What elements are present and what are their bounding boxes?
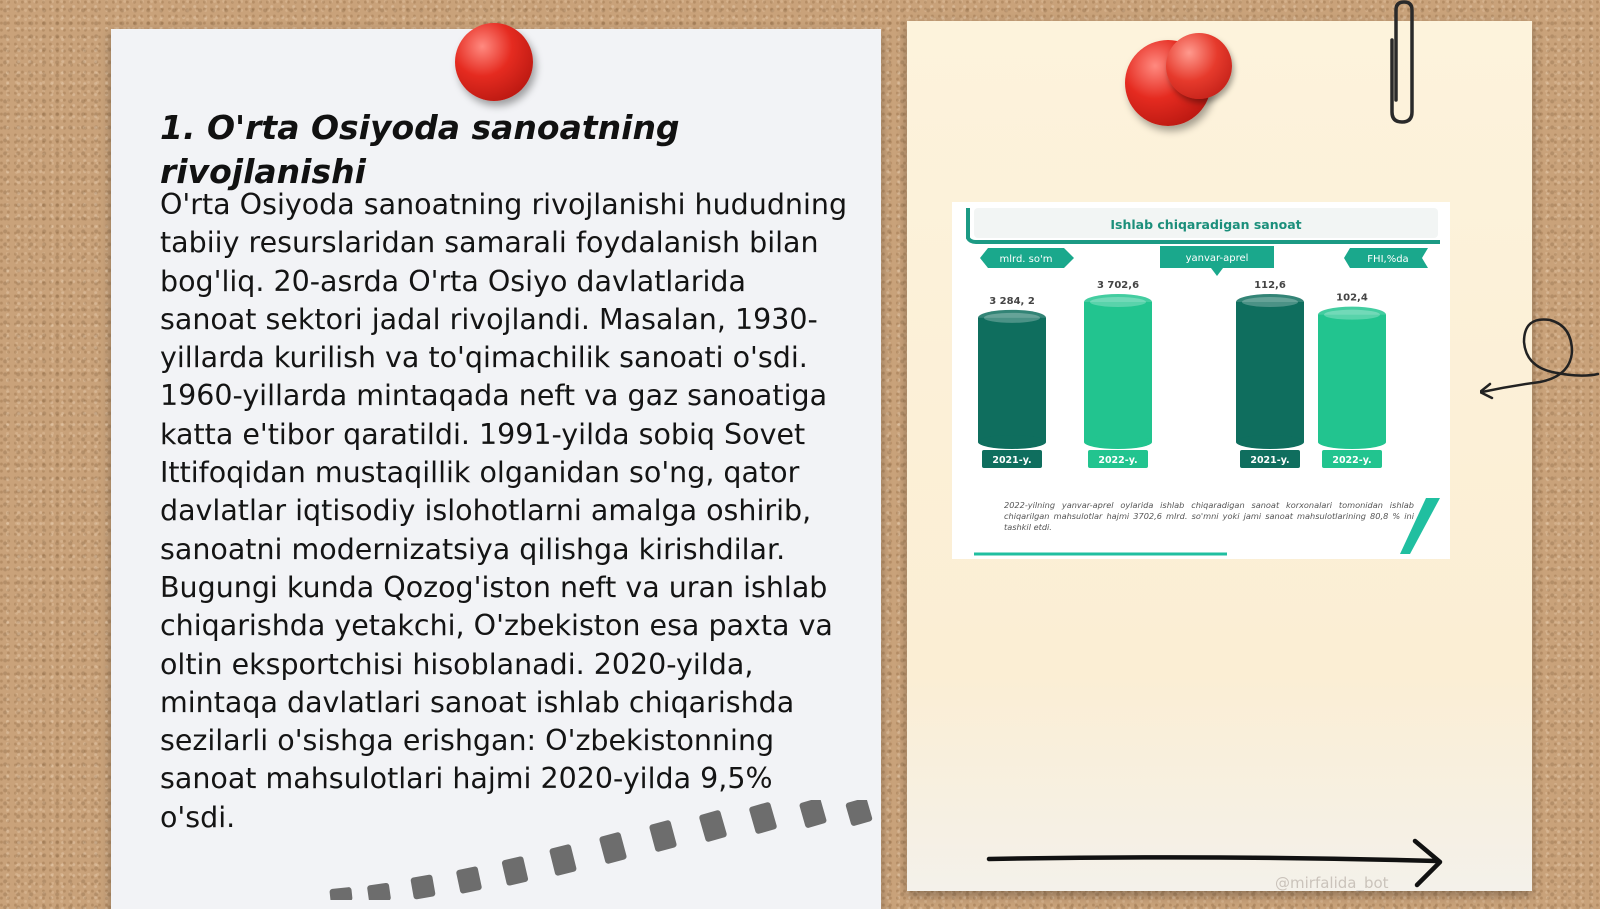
page-title: 1. O'rta Osiyoda sanoatning rivojlanishi: [160, 108, 680, 191]
category-label-1-1: 2022-y.: [1332, 455, 1372, 466]
paperclip-icon: [1378, 0, 1422, 126]
value-label-0-0: 3 284, 2: [989, 295, 1035, 307]
industry-chart: [952, 202, 1450, 559]
value-label-1-0: 112,6: [1254, 280, 1286, 291]
unit-label-right: FHI,%da: [1367, 254, 1409, 265]
category-label-0-1: 2022-y.: [1098, 455, 1138, 466]
bar-0-0: [978, 310, 1046, 449]
bar-1-0: [1236, 294, 1304, 449]
bar-1-1: [1318, 307, 1386, 449]
chart-image: [952, 202, 1450, 559]
category-label-1-0: 2021-y.: [1250, 455, 1290, 466]
watermark: @mirfalida_bot: [1275, 874, 1389, 892]
period-label: yanvar-aprel: [1185, 253, 1249, 264]
chart-note: 2022-yilning yanvar-aprel oylarida ishlab chiqaradigan sanoat korxonalari tomonidan ishlab chiqarilgan mahsulotlar hajmi 3702,6 mlrd. so'mni yoki jami sanoat mahsulotlarining 80,8 % ini tashkil etdi.: [1004, 500, 1414, 532]
body-paragraph: O'rta Osiyoda sanoatning rivojlanishi hududning tabiiy resurslaridan samarali foydalanish bilan bog'liq. 20-asrda O'rta Osiyo davlatlarida sanoat sektori jadal rivojlandi. Masalan, 1930-yillarda kurilish va to'qimachilik sanoati o'sdi. 1960-yillarda mintaqada neft va gaz sanoatiga katta e'tibor qaratildi. 1991-yilda sobiq Sovet Ittifoqidan mustaqillik olganidan so'ng, qator davlatlar iqtisodiy islohotlarni amalga oshirib, sanoatni modernizatsiya qilishga kirishdilar. Bugungi kunda Qozog'iston neft va uran ishlab chiqarishda yetakchi, O'zbekiston esa paxta va oltin eksportchisi hisoblanadi. 2020-yilda, mintaqa davlatlari sanoat ishlab chiqarishda sezilarli o'sishga erishgan: O'zbekistonning sanoat mahsulotlari hajmi 2020-yilda 9,5% o'sdi.: [160, 188, 848, 834]
pushpin-icon: [455, 23, 533, 101]
chart-title: Ishlab chiqaradigan sanoat: [1110, 217, 1302, 232]
unit-label-left: mlrd. so'm: [999, 254, 1053, 265]
category-label-0-0: 2021-y.: [992, 455, 1032, 466]
value-label-0-1: 3 702,6: [1096, 280, 1140, 291]
value-label-1-1: 102,4: [1336, 292, 1368, 304]
loop-doodle-icon: [1480, 312, 1600, 404]
pushpin-icon: [1166, 33, 1232, 99]
bar-0-1: [1084, 294, 1152, 449]
